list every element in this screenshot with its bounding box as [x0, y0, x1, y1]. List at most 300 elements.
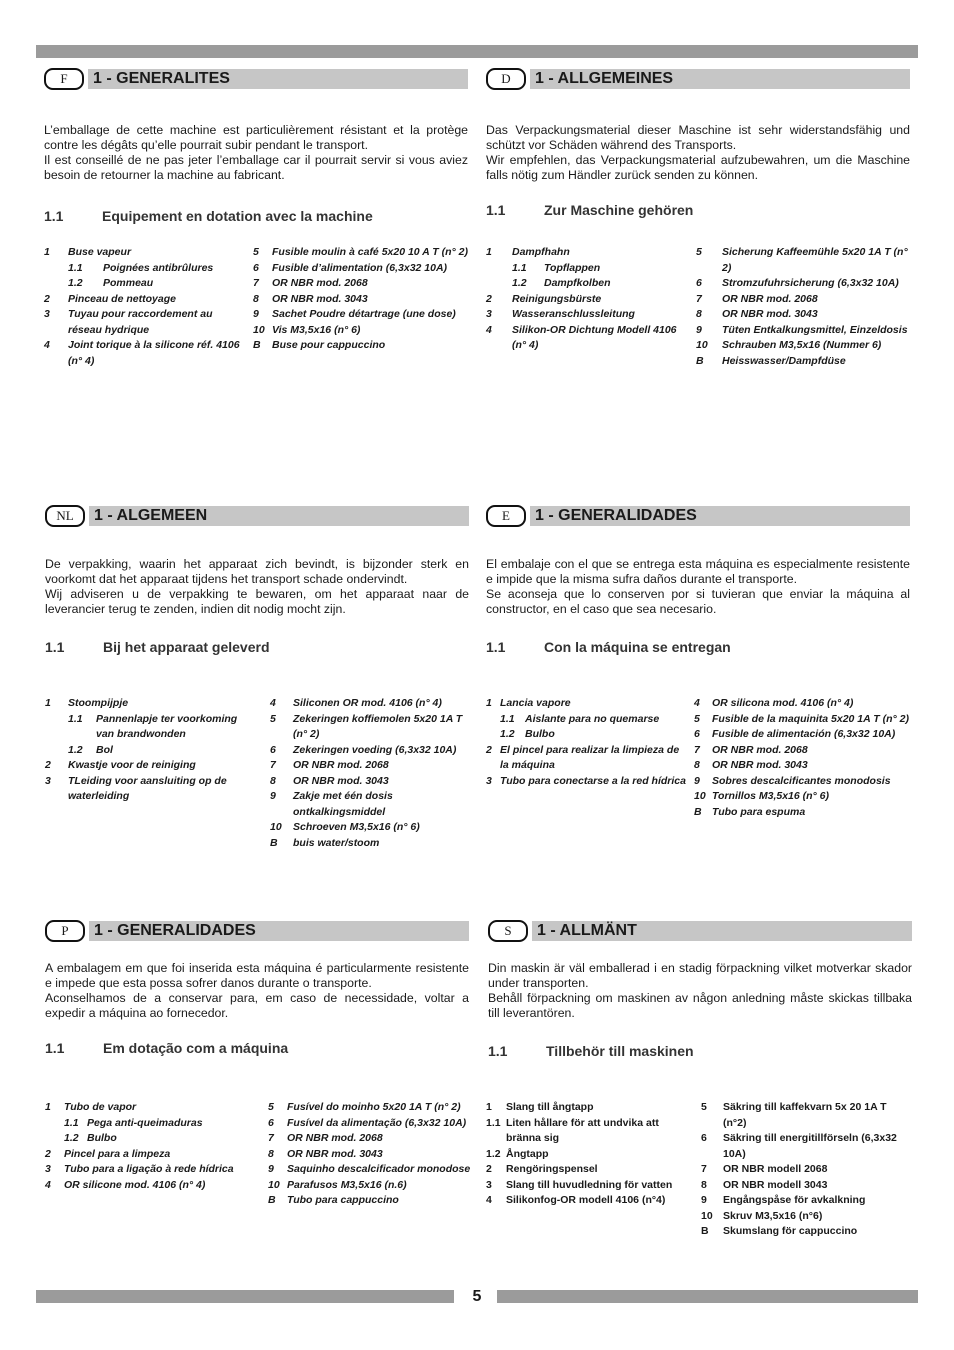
- item-number: 1.2: [64, 1132, 79, 1144]
- item-text: TLeiding voor aansluiting op de waterleiding: [68, 774, 227, 802]
- list-item: [270, 836, 470, 852]
- list-item: [268, 1116, 474, 1132]
- item-number: 8: [694, 759, 700, 771]
- subsection-title: Zur Maschine gehören: [544, 202, 694, 218]
- section-fr: [44, 68, 468, 367]
- item-number: 2: [486, 1163, 492, 1175]
- list-item: [253, 307, 471, 323]
- item-number: 4: [486, 1194, 492, 1206]
- item-number: 8: [696, 308, 702, 320]
- subsection-heading: [44, 208, 373, 224]
- item-text: Pincel para a limpeza: [64, 1147, 171, 1160]
- list-item: [253, 261, 471, 277]
- list-item: [44, 338, 244, 369]
- item-number: 5: [696, 246, 702, 258]
- item-text: Kwastje voor de reiniging: [68, 759, 196, 771]
- list-item: [45, 1100, 260, 1116]
- item-text: Saquinho descalcificador monodose: [287, 1163, 471, 1175]
- item-number: 10: [270, 821, 282, 833]
- item-text: Fusible de la maquinita 5x20 1A T (n° 2): [712, 712, 909, 725]
- item-text: Buse vapeur: [68, 246, 132, 258]
- item-number: 4: [694, 697, 700, 709]
- item-number: 8: [701, 1178, 707, 1191]
- item-number: 8: [253, 292, 259, 305]
- item-text: Sachet Poudre détartrage (une dose): [272, 308, 456, 320]
- item-number: 3: [44, 308, 50, 320]
- item-text: Poignées antibrûlures: [103, 261, 214, 274]
- item-text: Sobres descalcificantes monodosis: [712, 774, 891, 787]
- item-text: Heisswasser/Dampfdüse: [722, 354, 846, 367]
- intro-text: [486, 557, 910, 617]
- subsection-heading: [486, 202, 693, 218]
- list-item: [701, 1193, 911, 1209]
- list-item: [486, 1147, 688, 1163]
- item-text: Bulbo: [525, 728, 555, 740]
- list-item: [486, 292, 688, 308]
- subsection-title: Em dotação com a máquina: [103, 1040, 289, 1056]
- subsection-title: Tillbehör till maskinen: [546, 1043, 694, 1059]
- item-text: Tubo para conectarse a la red hídrica: [500, 774, 686, 787]
- section-title: 1 - ALLMÄNT: [537, 922, 637, 939]
- item-text: buis water/stoom: [293, 836, 380, 849]
- section-sv: [486, 920, 912, 1237]
- section-header: [45, 920, 469, 942]
- bottom-rule-left: [36, 1290, 454, 1303]
- list-item: [696, 292, 914, 308]
- language-badge: NL: [45, 505, 85, 527]
- section-header: [486, 68, 910, 90]
- item-number: 7: [694, 743, 700, 756]
- item-number: 7: [696, 292, 702, 305]
- item-number: 3: [486, 1178, 492, 1191]
- list-item: [701, 1224, 911, 1240]
- item-text: Fusible d’alimentation (6,3x32 10A): [272, 261, 448, 274]
- item-number: 9: [268, 1163, 274, 1175]
- item-text: Liten hållare för att undvika att bränna sig: [506, 1116, 659, 1144]
- list-item: [253, 338, 471, 354]
- items-column-1: [44, 245, 244, 369]
- item-text: Zakje met één dosis ontkalkingsmiddel: [293, 790, 393, 818]
- section-title: 1 - ALGEMEEN: [94, 507, 208, 524]
- list-item: [268, 1193, 474, 1209]
- items-column-2: [270, 696, 470, 851]
- item-number: 1: [486, 697, 492, 709]
- item-text: Sicherung Kaffeemühle 5x20 1A T (n° 2): [722, 246, 908, 274]
- list-item: [44, 245, 244, 261]
- subsection-title: Bij het apparaat geleverd: [103, 639, 270, 655]
- item-number: B: [270, 836, 278, 849]
- item-number: 9: [694, 774, 700, 787]
- list-item: [270, 789, 470, 820]
- list-item: [696, 307, 914, 323]
- list-item: [701, 1100, 911, 1131]
- item-text: Rengöringspensel: [506, 1163, 598, 1175]
- section-pt: [45, 920, 471, 1206]
- list-item: [486, 1178, 688, 1194]
- item-number: 1.2: [500, 728, 515, 740]
- item-number: 1.1: [68, 261, 83, 274]
- section-nl: [45, 505, 469, 849]
- subsection-number: 1.1: [45, 1040, 65, 1056]
- intro-text: [45, 557, 469, 617]
- item-text: Wasseranschlussleitung: [512, 308, 635, 320]
- intro-paragraph: A embalagem em que foi inserida esta máquina é particularmente resistente e impede que esta possa sofrer danos durante o transporte.: [45, 961, 469, 990]
- item-text: Pommeau: [103, 277, 154, 289]
- list-item: [45, 1162, 260, 1178]
- section-title: 1 - GENERALIDADES: [535, 507, 697, 524]
- item-number: 8: [270, 774, 276, 787]
- list-item: [696, 354, 914, 370]
- section-header: [488, 920, 912, 942]
- item-number: B: [694, 805, 702, 818]
- item-text: Tornillos M3,5x16 (n° 6): [712, 790, 830, 802]
- item-number: B: [268, 1194, 276, 1206]
- list-item: [696, 276, 914, 292]
- top-rule: [36, 45, 918, 58]
- item-text: Silikonfog-OR modell 4106 (n°4): [506, 1194, 666, 1206]
- item-text: Pinceau de nettoyage: [68, 292, 176, 305]
- items-column-2: [694, 696, 910, 820]
- intro-paragraph: L’emballage de cette machine est particulièrement résistant et la protège contre les dégâts qu’elle pourrait subir pendant le transport.: [44, 123, 468, 152]
- list-item: [268, 1162, 474, 1178]
- item-number: 1.1: [486, 1116, 501, 1129]
- item-number: 6: [253, 261, 259, 274]
- item-number: 2: [45, 1147, 51, 1160]
- item-text: Ångtapp: [506, 1147, 549, 1160]
- section-title: 1 - GENERALITES: [93, 70, 230, 87]
- list-item: [270, 743, 470, 759]
- list-item: [45, 712, 257, 743]
- list-item: [44, 276, 244, 292]
- items-column-1: [45, 1100, 260, 1193]
- list-item: [270, 696, 470, 712]
- item-number: 5: [701, 1101, 707, 1113]
- list-item: [694, 712, 910, 728]
- item-text: Schroeven M3,5x16 (n° 6): [293, 821, 420, 833]
- item-number: 10: [696, 339, 708, 351]
- item-number: 3: [486, 308, 492, 320]
- item-text: Bol: [96, 743, 113, 756]
- list-item: [253, 323, 471, 339]
- item-number: 1: [486, 246, 492, 258]
- item-number: 1: [44, 246, 50, 258]
- item-number: 2: [486, 743, 492, 756]
- intro-paragraph: Behåll förpackning om maskinen av någon anledning måste skickas tillbaka till leverantören.: [488, 991, 912, 1020]
- list-item: [486, 245, 688, 261]
- list-item: [45, 1131, 260, 1147]
- section-header: [45, 505, 469, 527]
- item-text: Engångspåse för avkalkning: [723, 1194, 866, 1206]
- items-column-2: [268, 1100, 474, 1209]
- item-text: OR NBR mod. 3043: [287, 1147, 383, 1160]
- list-item: [701, 1162, 911, 1178]
- item-number: 8: [268, 1147, 274, 1160]
- list-item: [486, 774, 686, 790]
- item-number: 2: [44, 292, 50, 305]
- list-item: [486, 323, 688, 354]
- item-number: 7: [701, 1163, 707, 1175]
- item-text: Slang till huvudledning för vatten: [506, 1178, 673, 1191]
- list-item: [694, 743, 910, 759]
- items-column-2: [696, 245, 914, 369]
- item-number: B: [696, 354, 704, 367]
- list-item: [486, 1162, 688, 1178]
- list-item: [270, 712, 470, 743]
- language-badge: F: [44, 68, 84, 90]
- item-number: 10: [253, 323, 265, 336]
- item-number: 6: [701, 1132, 707, 1144]
- item-text: Säkring till kaffekvarn 5x 20 1A T (n°2): [723, 1101, 887, 1129]
- item-text: OR NBR mod. 3043: [722, 308, 818, 320]
- item-text: Skumslang för cappuccino: [723, 1225, 858, 1237]
- subsection-number: 1.1: [44, 208, 64, 224]
- item-number: 9: [696, 323, 702, 336]
- list-item: [45, 774, 257, 805]
- subsection-number: 1.1: [45, 639, 65, 655]
- item-text: Dampfhahn: [512, 246, 570, 258]
- items-column-1: [486, 1100, 688, 1209]
- list-item: [486, 743, 686, 774]
- item-text: Stoompijpje: [68, 697, 129, 709]
- item-number: 10: [694, 790, 706, 802]
- item-text: OR silicone mod. 4106 (n° 4): [64, 1178, 206, 1191]
- intro-paragraph: El embalaje con el que se entrega esta máquina es especialmente resistente e impide que la misma sufra daños durante el transporte.: [486, 557, 910, 586]
- item-number: 9: [701, 1194, 707, 1206]
- item-text: Tüten Entkalkungsmittel, Einzeldosis: [722, 323, 908, 336]
- item-text: Slang till ångtapp: [506, 1101, 594, 1113]
- item-number: B: [253, 339, 261, 351]
- list-item: [486, 1193, 688, 1209]
- item-text: Reinigungsbürste: [512, 292, 602, 305]
- item-text: OR NBR modell 2068: [723, 1163, 828, 1175]
- item-text: Tubo para a ligação à rede hídrica: [64, 1163, 234, 1175]
- list-item: [253, 245, 471, 261]
- item-text: Skruv M3,5x16 (n°6): [723, 1209, 823, 1222]
- item-number: 3: [45, 1163, 51, 1175]
- item-text: OR NBR modell 3043: [723, 1178, 828, 1191]
- item-number: 7: [270, 759, 276, 771]
- language-badge: D: [486, 68, 526, 90]
- item-text: OR NBR mod. 2068: [293, 759, 389, 771]
- item-text: Schrauben M3,5x16 (Nummer 6): [722, 339, 882, 351]
- page-number: 5: [472, 1288, 482, 1305]
- list-item: [486, 276, 688, 292]
- item-text: OR NBR mod. 2068: [272, 277, 368, 289]
- subsection-heading: [45, 639, 270, 655]
- list-item: [268, 1178, 474, 1194]
- list-item: [696, 245, 914, 276]
- intro-paragraph: Wij adviseren u de verpakking te bewaren, om het apparaat naar de leverancier terug te zenden, indien dit nodig mocht zijn.: [45, 587, 469, 616]
- list-item: [253, 276, 471, 292]
- intro-paragraph: De verpakking, waarin het apparaat zich bevindt, is bijzonder sterk en voorkomt dat het apparaat tijdens het transport schade ondervindt.: [45, 557, 469, 586]
- list-item: [694, 805, 910, 821]
- item-text: OR NBR mod. 3043: [712, 759, 808, 771]
- item-text: OR NBR mod. 2068: [722, 292, 818, 305]
- item-number: 9: [270, 790, 276, 802]
- item-text: Joint torique à la silicone réf. 4106 (n° 4): [68, 339, 240, 367]
- item-number: 10: [701, 1209, 713, 1222]
- list-item: [694, 758, 910, 774]
- bottom-rule-right: [497, 1290, 918, 1303]
- items-column-2: [253, 245, 471, 354]
- item-number: 7: [253, 277, 259, 289]
- item-number: B: [701, 1225, 709, 1237]
- language-badge: P: [45, 920, 85, 942]
- intro-text: [44, 123, 468, 183]
- section-de: [486, 68, 910, 367]
- item-number: 5: [253, 246, 259, 258]
- item-text: OR NBR mod. 2068: [287, 1132, 383, 1144]
- list-item: [694, 774, 910, 790]
- items-column-1: [486, 696, 686, 789]
- list-item: [44, 292, 244, 308]
- list-item: [270, 820, 470, 836]
- item-number: 1.1: [64, 1116, 79, 1129]
- list-item: [45, 758, 257, 774]
- intro-paragraph: Das Verpackungsmaterial dieser Maschine ist sehr widerstandsfähig und schützt vor Schäden während des Transports.: [486, 123, 910, 152]
- item-text: Tubo para cappuccino: [287, 1194, 399, 1206]
- items-column-2: [701, 1100, 911, 1240]
- section-header: [44, 68, 468, 90]
- item-number: 4: [44, 339, 50, 351]
- item-number: 5: [270, 712, 276, 725]
- subsection-heading: [45, 1040, 288, 1056]
- item-number: 1.2: [68, 743, 83, 756]
- intro-text: [486, 123, 910, 183]
- list-item: [44, 261, 244, 277]
- item-number: 4: [486, 323, 492, 336]
- list-item: [270, 774, 470, 790]
- item-text: Buse pour cappuccino: [272, 339, 386, 351]
- list-item: [45, 1147, 260, 1163]
- section-header: [486, 505, 910, 527]
- item-text: Lancia vapore: [500, 697, 571, 709]
- item-number: 5: [268, 1101, 274, 1113]
- list-item: [701, 1209, 911, 1225]
- list-item: [44, 307, 244, 338]
- item-text: OR NBR mod. 3043: [293, 774, 389, 787]
- list-item: [486, 1116, 688, 1147]
- item-text: Säkring till energitillförseln (6,3x32 10A): [723, 1132, 897, 1160]
- intro-paragraph: Wir empfehlen, das Verpackungsmaterial aufzubewahren, um die Maschine falls nötig zum Händler zurück senden zu können.: [486, 153, 910, 182]
- item-number: 6: [696, 277, 702, 289]
- item-number: 1.1: [68, 712, 83, 725]
- list-item: [486, 1100, 688, 1116]
- items-column-1: [486, 245, 688, 354]
- item-text: Topflappen: [544, 261, 601, 274]
- list-item: [268, 1100, 474, 1116]
- item-text: Zekeringen koffiemolen 5x20 1A T (n° 2): [293, 712, 463, 740]
- list-item: [45, 696, 257, 712]
- item-number: 10: [268, 1178, 280, 1191]
- list-item: [486, 307, 688, 323]
- item-number: 3: [45, 774, 51, 787]
- item-text: Fusível da alimentação (6,3x32 10A): [287, 1116, 467, 1129]
- item-number: 1.1: [512, 261, 527, 274]
- item-text: Parafusos M3,5x16 (n.6): [287, 1178, 407, 1191]
- item-text: Fusible de alimentación (6,3x32 10A): [712, 728, 896, 740]
- items-column-1: [45, 696, 257, 805]
- item-number: 9: [253, 308, 259, 320]
- item-text: Pega anti-queimaduras: [87, 1116, 203, 1129]
- item-number: 1: [45, 1101, 51, 1113]
- subsection-heading: [488, 1043, 694, 1059]
- item-number: 1.2: [512, 277, 527, 289]
- list-item: [701, 1178, 911, 1194]
- item-number: 6: [694, 728, 700, 740]
- item-text: Pannenlapje ter voorkoming van brandwonden: [96, 712, 238, 740]
- intro-text: [488, 961, 912, 1021]
- subsection-number: 1.1: [486, 202, 506, 218]
- item-number: 2: [45, 759, 51, 771]
- list-item: [486, 261, 688, 277]
- list-item: [694, 696, 910, 712]
- list-item: [268, 1131, 474, 1147]
- item-text: Fusível do moinho 5x20 1A T (n° 2): [287, 1101, 461, 1113]
- section-title: 1 - GENERALIDADES: [94, 922, 256, 939]
- item-number: 1: [45, 697, 51, 709]
- list-item: [701, 1131, 911, 1162]
- list-item: [45, 1116, 260, 1132]
- intro-text: [45, 961, 469, 1021]
- item-number: 4: [270, 697, 276, 709]
- item-number: 3: [486, 774, 492, 787]
- item-text: El pincel para realizar la limpieza de la máquina: [500, 743, 680, 771]
- intro-paragraph: Il est conseillé de ne pas jeter l’emballage car il pourrait servir si vous aviez besoin de retourner la machine au fabricant.: [44, 153, 468, 182]
- subsection-title: Equipement en dotation avec la machine: [102, 208, 373, 224]
- subsection-number: 1.1: [486, 639, 506, 655]
- item-text: Siliconen OR mod. 4106 (n° 4): [293, 697, 442, 709]
- item-text: Zekeringen voeding (6,3x32 10A): [293, 743, 457, 756]
- list-item: [45, 1178, 260, 1194]
- item-text: OR silicona mod. 4106 (n° 4): [712, 697, 854, 709]
- item-text: Tubo para espuma: [712, 805, 806, 818]
- list-item: [253, 292, 471, 308]
- item-text: Vis M3,5x16 (n° 6): [272, 323, 361, 336]
- item-number: 5: [694, 712, 700, 725]
- item-number: 4: [45, 1178, 51, 1191]
- language-badge: E: [486, 505, 526, 527]
- list-item: [696, 323, 914, 339]
- item-text: Aislante para no quemarse: [525, 712, 660, 725]
- list-item: [486, 696, 686, 712]
- item-text: OR NBR mod. 3043: [272, 292, 368, 305]
- item-number: 1.2: [68, 277, 83, 289]
- item-number: 1.1: [500, 712, 515, 725]
- language-badge: S: [488, 920, 528, 942]
- subsection-heading: [486, 639, 731, 655]
- item-number: 1.2: [486, 1147, 501, 1160]
- item-text: Silikon-OR Dichtung Modell 4106 (n° 4): [512, 323, 677, 351]
- list-item: [486, 712, 686, 728]
- item-number: 6: [268, 1116, 274, 1129]
- item-text: Bulbo: [87, 1132, 117, 1144]
- list-item: [270, 758, 470, 774]
- item-number: 6: [270, 743, 276, 756]
- section-es: [486, 505, 910, 818]
- intro-paragraph: Din maskin är väl emballerad i en stadig förpackning vilket motverkar skador under transporten.: [488, 961, 912, 990]
- list-item: [486, 727, 686, 743]
- item-number: 1: [486, 1101, 492, 1113]
- item-text: Tuyau pour raccordement au réseau hydrique: [68, 308, 213, 336]
- intro-paragraph: Aconselhamos de a conservar para, em caso de necessidade, voltar a expedir a máquina ao fornecedor.: [45, 991, 469, 1020]
- item-text: Dampfkolben: [544, 277, 611, 289]
- list-item: [694, 727, 910, 743]
- list-item: [694, 789, 910, 805]
- item-text: Tubo de vapor: [64, 1101, 137, 1113]
- subsection-title: Con la máquina se entregan: [544, 639, 731, 655]
- item-number: 2: [486, 292, 492, 305]
